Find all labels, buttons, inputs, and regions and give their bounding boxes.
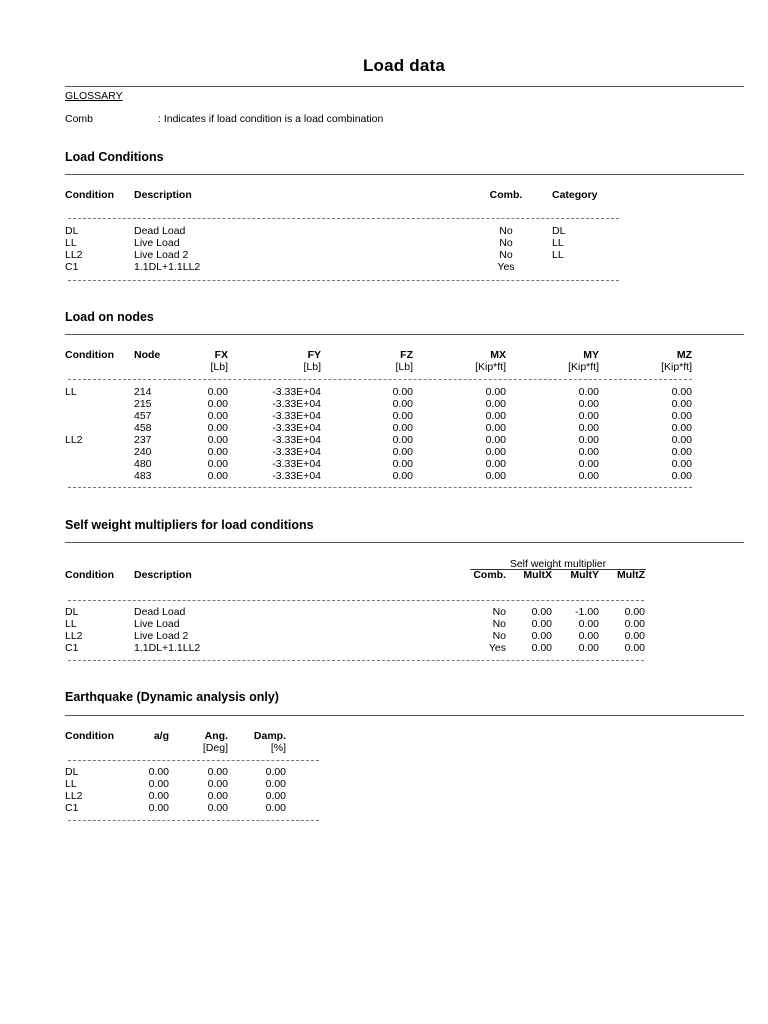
table-cell: 0.00 — [265, 778, 286, 790]
table-cell: Live Load 2 — [134, 630, 189, 642]
table-cell: 0.00 — [671, 446, 692, 458]
table-cell: No — [492, 606, 506, 618]
table-cell: 240 — [134, 446, 152, 458]
table-cell: 0.00 — [392, 446, 413, 458]
table-cell: LL2 — [65, 249, 83, 261]
table-cell: 0.00 — [485, 470, 506, 482]
table-rule — [68, 379, 692, 380]
table-cell: DL — [65, 606, 79, 618]
table-cell: 0.00 — [207, 386, 228, 398]
col-header: Damp. — [253, 730, 286, 742]
table-cell: -3.33E+04 — [272, 446, 321, 458]
col-header: MultY — [570, 569, 599, 581]
col-unit: [Lb] — [303, 361, 321, 373]
table-cell: 0.00 — [392, 410, 413, 422]
table-cell: 480 — [134, 458, 152, 470]
table-cell: 0.00 — [485, 410, 506, 422]
table-cell: 0.00 — [485, 446, 506, 458]
col-unit: [Lb] — [395, 361, 413, 373]
table-cell: 0.00 — [578, 386, 599, 398]
col-unit: [%] — [270, 742, 286, 754]
col-header: a/g — [153, 730, 169, 742]
table-cell: 0.00 — [392, 398, 413, 410]
table-cell: 0.00 — [207, 434, 228, 446]
col-header: MultZ — [617, 569, 645, 581]
table-cell: 0.00 — [578, 446, 599, 458]
table-cell: 0.00 — [531, 630, 552, 642]
table-rule — [68, 280, 619, 281]
table-cell: 0.00 — [485, 434, 506, 446]
earthquake-heading: Earthquake (Dynamic analysis only) — [65, 690, 279, 704]
table-rule — [68, 820, 319, 821]
col-header: Comb. — [473, 569, 506, 581]
table-cell: 483 — [134, 470, 152, 482]
table-cell: 0.00 — [485, 386, 506, 398]
col-header: Condition — [65, 349, 114, 361]
table-cell: DL — [65, 225, 79, 237]
table-cell: 0.00 — [265, 802, 286, 814]
glossary-definition: : Indicates if load condition is a load combination — [158, 113, 384, 125]
table-cell: 0.00 — [671, 434, 692, 446]
table-cell: 0.00 — [207, 790, 228, 802]
table-cell: 0.00 — [392, 422, 413, 434]
table-cell: 237 — [134, 434, 152, 446]
table-cell: Yes — [497, 261, 515, 273]
table-cell: 0.00 — [207, 422, 228, 434]
col-unit: [Deg] — [202, 742, 228, 754]
table-cell: 0.00 — [671, 422, 692, 434]
table-cell: No — [492, 630, 506, 642]
col-header: Description — [134, 569, 192, 581]
table-cell: 0.00 — [531, 642, 552, 654]
table-cell: Live Load — [134, 237, 180, 249]
table-cell: LL — [65, 618, 77, 630]
table-cell: 0.00 — [578, 458, 599, 470]
table-cell: LL — [552, 237, 564, 249]
table-cell: 458 — [134, 422, 152, 434]
table-cell: 0.00 — [624, 642, 645, 654]
col-unit: [Kip*ft] — [475, 361, 506, 373]
table-cell: LL2 — [65, 434, 83, 446]
table-cell: 0.00 — [485, 398, 506, 410]
table-cell: 0.00 — [624, 606, 645, 618]
table-cell: 0.00 — [671, 458, 692, 470]
table-cell: 0.00 — [624, 630, 645, 642]
table-cell: 0.00 — [392, 434, 413, 446]
table-cell: C1 — [65, 802, 79, 814]
table-cell: 0.00 — [624, 618, 645, 630]
table-cell: 0.00 — [148, 790, 169, 802]
table-rule — [68, 600, 644, 601]
table-cell: 0.00 — [392, 458, 413, 470]
table-cell: 0.00 — [671, 386, 692, 398]
table-cell: 0.00 — [578, 642, 599, 654]
table-cell: -3.33E+04 — [272, 470, 321, 482]
table-cell: 0.00 — [485, 458, 506, 470]
table-cell: 0.00 — [578, 410, 599, 422]
table-cell: 0.00 — [671, 470, 692, 482]
table-rule — [68, 760, 319, 761]
table-cell: C1 — [65, 642, 79, 654]
col-header: MZ — [676, 349, 692, 361]
table-rule — [68, 487, 692, 488]
table-cell: 0.00 — [671, 398, 692, 410]
glossary-heading: GLOSSARY — [65, 90, 123, 102]
table-cell: LL — [65, 778, 77, 790]
table-cell: 215 — [134, 398, 152, 410]
table-cell: 0.00 — [578, 630, 599, 642]
table-cell: 0.00 — [265, 790, 286, 802]
col-header: Comb. — [489, 189, 523, 201]
table-cell: 0.00 — [207, 778, 228, 790]
self-weight-heading: Self weight multipliers for load conditions — [65, 518, 314, 532]
table-cell: No — [499, 237, 513, 249]
col-header: FY — [307, 349, 321, 361]
table-cell: -3.33E+04 — [272, 422, 321, 434]
col-header: Condition — [65, 189, 114, 201]
col-header: MultX — [523, 569, 552, 581]
table-cell: -3.33E+04 — [272, 398, 321, 410]
table-cell: -3.33E+04 — [272, 386, 321, 398]
section-rule — [65, 542, 744, 543]
table-cell: 0.00 — [148, 802, 169, 814]
table-cell: LL — [65, 237, 77, 249]
table-cell: 0.00 — [148, 766, 169, 778]
table-cell: 0.00 — [207, 458, 228, 470]
col-header: FX — [214, 349, 228, 361]
table-cell: 1.1DL+1.1LL2 — [134, 642, 201, 654]
group-label: Self weight multiplier — [509, 558, 607, 570]
table-cell: No — [492, 618, 506, 630]
table-cell: 0.00 — [392, 470, 413, 482]
table-cell: No — [499, 225, 513, 237]
col-header: Condition — [65, 730, 114, 742]
table-cell: 0.00 — [207, 398, 228, 410]
glossary-term: Comb — [65, 113, 94, 125]
table-cell: 0.00 — [671, 410, 692, 422]
section-rule — [65, 334, 744, 335]
table-cell: 0.00 — [207, 766, 228, 778]
table-cell: 1.1DL+1.1LL2 — [134, 261, 201, 273]
table-cell: No — [499, 249, 513, 261]
table-cell: DL — [552, 225, 566, 237]
table-cell: 0.00 — [578, 422, 599, 434]
table-cell: 0.00 — [531, 606, 552, 618]
table-cell: LL2 — [65, 630, 83, 642]
col-header: MY — [583, 349, 599, 361]
table-cell: -1.00 — [575, 606, 599, 618]
table-cell: LL2 — [65, 790, 83, 802]
page-title: Load data — [362, 56, 446, 75]
table-cell: 0.00 — [207, 470, 228, 482]
table-cell: Live Load 2 — [134, 249, 189, 261]
col-unit: [Kip*ft] — [661, 361, 692, 373]
col-header: Condition — [65, 569, 114, 581]
col-unit: [Kip*ft] — [568, 361, 599, 373]
table-rule — [68, 218, 619, 219]
table-cell: 0.00 — [392, 386, 413, 398]
table-cell: -3.33E+04 — [272, 410, 321, 422]
table-cell: 214 — [134, 386, 152, 398]
table-cell: 0.00 — [578, 434, 599, 446]
table-cell: 0.00 — [207, 410, 228, 422]
title-rule — [65, 86, 744, 87]
table-cell: Dead Load — [134, 225, 186, 237]
col-unit: [Lb] — [210, 361, 228, 373]
table-cell: 0.00 — [578, 470, 599, 482]
table-cell: 0.00 — [207, 446, 228, 458]
table-cell: LL — [552, 249, 564, 261]
table-cell: DL — [65, 766, 79, 778]
load-on-nodes-heading: Load on nodes — [65, 310, 154, 324]
table-cell: 0.00 — [531, 618, 552, 630]
table-cell: 0.00 — [578, 398, 599, 410]
table-cell: Yes — [488, 642, 506, 654]
col-header: MX — [490, 349, 506, 361]
table-cell: 0.00 — [265, 766, 286, 778]
table-cell: 0.00 — [207, 802, 228, 814]
table-cell: C1 — [65, 261, 79, 273]
col-header: FZ — [400, 349, 413, 361]
table-rule — [68, 660, 644, 661]
col-header: Description — [134, 189, 192, 201]
table-cell: Dead Load — [134, 606, 186, 618]
section-rule — [65, 715, 744, 716]
col-header: Category — [552, 189, 598, 201]
table-cell: -3.33E+04 — [272, 458, 321, 470]
table-cell: 0.00 — [148, 778, 169, 790]
col-header: Node — [134, 349, 161, 361]
table-cell: Live Load — [134, 618, 180, 630]
table-cell: 0.00 — [578, 618, 599, 630]
table-cell: 0.00 — [485, 422, 506, 434]
table-cell: 457 — [134, 410, 152, 422]
section-rule — [65, 174, 744, 175]
table-cell: LL — [65, 386, 77, 398]
load-conditions-heading: Load Conditions — [65, 150, 164, 164]
col-header: Ang. — [204, 730, 228, 742]
table-cell: -3.33E+04 — [272, 434, 321, 446]
